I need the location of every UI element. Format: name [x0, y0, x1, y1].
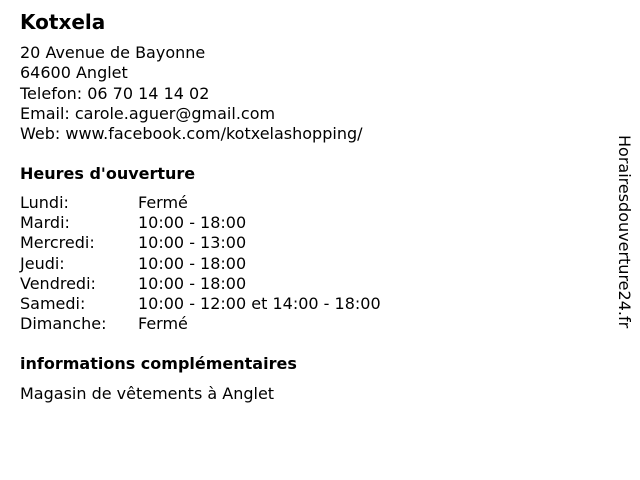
contact-block	[20, 43, 363, 144]
hours-row-friday	[20, 274, 381, 294]
hours-row-wednesday	[20, 233, 381, 253]
opening-hours-table	[20, 193, 381, 334]
time-value: 10:00 - 13:00	[138, 233, 247, 253]
hours-row-sunday	[20, 314, 381, 334]
hours-row-monday	[20, 193, 381, 213]
time-value: 10:00 - 18:00	[138, 213, 247, 233]
info-heading: informations complémentaires	[20, 354, 297, 373]
address-street: 20 Avenue de Bayonne	[20, 43, 206, 62]
time-value: 10:00 - 18:00	[138, 273, 247, 293]
phone-line: Telefon: 06 70 14 14 02	[20, 83, 210, 103]
day-label: Lundi:	[20, 193, 69, 212]
info-description: Magasin de vêtements à Anglet	[20, 384, 275, 403]
site-watermark: Horairesdouverture24.fr	[615, 135, 634, 329]
hours-row-tuesday	[20, 213, 381, 233]
day-label: Mercredi:	[20, 233, 95, 253]
time-value: Fermé	[138, 193, 188, 212]
business-name: Kotxela	[20, 10, 106, 34]
email-line: Email: carole.aguer@gmail.com	[20, 103, 276, 123]
day-label: Samedi:	[20, 294, 86, 314]
hours-heading: Heures d'ouverture	[20, 164, 196, 183]
web-line: Web: www.facebook.com/kotxelashopping/	[20, 124, 363, 144]
hours-row-saturday	[20, 294, 381, 314]
time-value: 10:00 - 12:00 et 14:00 - 18:00	[138, 294, 381, 314]
time-value: Fermé	[138, 314, 188, 334]
time-value: 10:00 - 18:00	[138, 253, 247, 273]
day-label: Jeudi:	[20, 253, 65, 273]
day-label: Vendredi:	[20, 273, 96, 293]
day-label: Mardi:	[20, 213, 70, 233]
hours-row-thursday	[20, 254, 381, 274]
day-label: Dimanche:	[20, 314, 107, 334]
address-city: 64600 Anglet	[20, 63, 128, 83]
